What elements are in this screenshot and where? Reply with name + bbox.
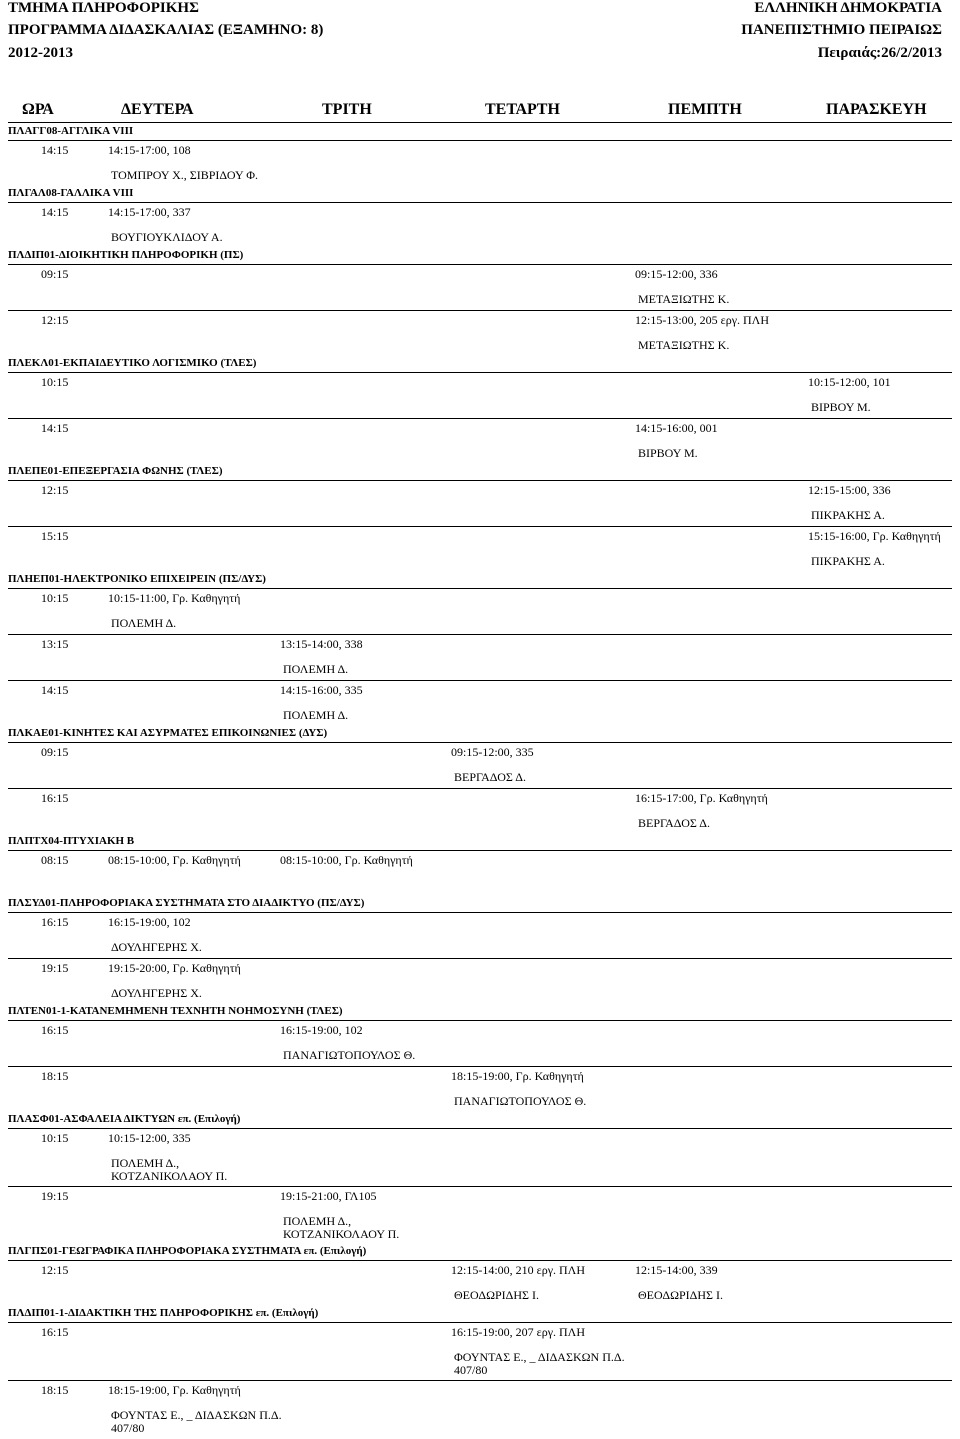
slot-time: 19:15 <box>41 1189 69 1203</box>
session-entry: 16:15-17:00, Γρ. Καθηγητή <box>635 791 768 805</box>
slot-time: 14:15 <box>41 143 69 157</box>
column-header-friday: ΠΑΡΑΣΚΕΥΗ <box>826 101 927 118</box>
course-block <box>8 573 952 727</box>
slot-divider <box>8 588 952 589</box>
course-title: ΠΛΕΠΕ01-ΕΠΕΞΕΡΓΑΣΙΑ ΦΩΝΗΣ (ΤΛΕΣ) <box>8 465 223 477</box>
session-entry: 13:15-14:00, 338 <box>280 637 363 651</box>
session-entry: 12:15-14:00, 339 <box>635 1263 718 1277</box>
course-block <box>8 1005 952 1113</box>
instructor-name: 407/80 <box>454 1363 488 1377</box>
slot-time: 15:15 <box>41 529 69 543</box>
session-entry: 15:15-16:00, Γρ. Καθηγητή <box>808 529 941 543</box>
column-header-tuesday: ΤΡΙΤΗ <box>322 101 372 118</box>
schedule-table <box>8 125 952 1439</box>
slot-time: 13:15 <box>41 637 69 651</box>
slot-time: 14:15 <box>41 421 69 435</box>
slot-divider <box>8 1066 952 1067</box>
instructor-name: ΒΟΥΓΙΟΥΚΛΙΔΟΥ Α. <box>111 230 223 244</box>
session-entry: 08:15-10:00, Γρ. Καθηγητή <box>108 853 241 867</box>
instructor-name: ΚΟΤΖΑΝΙΚΟΛΑΟΥ Π. <box>283 1227 400 1241</box>
slot-time: 18:15 <box>41 1383 69 1397</box>
instructor-name: ΠΑΝΑΓΙΩΤΟΠΟΥΛΟΣ Θ. <box>283 1048 416 1062</box>
slot-time: 10:15 <box>41 591 69 605</box>
country-name: ΕΛΛΗΝΙΚΗ ΔΗΜΟΚΡΑΤΙΑ <box>754 0 942 16</box>
instructor-name: ΒΙΡΒΟΥ Μ. <box>638 446 698 460</box>
instructor-name: ΠΙΚΡΑΚΗΣ Α. <box>811 508 885 522</box>
course-block <box>8 125 952 187</box>
session-entry: 10:15-12:00, 335 <box>108 1131 191 1145</box>
instructor-name: ΠΙΚΡΑΚΗΣ Α. <box>811 554 885 568</box>
course-title: ΠΛΤΕΝ01-1-ΚΑΤΑΝΕΜΗΜΕΝΗ ΤΕΧΝΗΤΗ ΝΟΗΜΟΣΥΝΗ (ΤΛΕΣ) <box>8 1005 343 1017</box>
academic-year: 2012-2013 <box>8 45 73 61</box>
slot-time: 12:15 <box>41 313 69 327</box>
slot-time: 16:15 <box>41 915 69 929</box>
header-divider <box>8 122 952 123</box>
slot-divider <box>8 264 952 265</box>
course-block <box>8 249 952 357</box>
instructor-name: ΠΟΛΕΜΗ Δ. <box>283 662 349 676</box>
session-entry: 14:15-17:00, 337 <box>108 205 191 219</box>
instructor-name: ΠΟΛΕΜΗ Δ. <box>111 616 177 630</box>
course-block <box>8 727 952 835</box>
column-header-wednesday: ΤΕΤΑΡΤΗ <box>485 101 560 118</box>
slot-divider <box>8 372 952 373</box>
course-block <box>8 187 952 249</box>
session-entry: 16:15-19:00, 207 εργ. ΠΛΗ <box>451 1325 586 1339</box>
session-entry: 18:15-19:00, Γρ. Καθηγητή <box>451 1069 584 1083</box>
slot-divider <box>8 958 952 959</box>
session-entry: 09:15-12:00, 336 <box>635 267 718 281</box>
session-entry: 10:15-12:00, 101 <box>808 375 891 389</box>
instructor-name: ΠΟΛΕΜΗ Δ., <box>111 1156 180 1170</box>
slot-time: 19:15 <box>41 961 69 975</box>
university-name: ΠΑΝΕΠΙΣΤΗΜΙΟ ΠΕΙΡΑΙΩΣ <box>741 22 942 38</box>
course-block <box>8 465 952 573</box>
course-title: ΠΛΑΣΦ01-ΑΣΦΑΛΕΙΑ ΔΙΚΤΥΩΝ επ. (Επιλογή) <box>8 1113 241 1125</box>
program-title: ΠΡΟΓΡΑΜΜΑ ΔΙΔΑΣΚΑΛΙΑΣ (ΕΞΑΜΗΝΟ: 8) <box>8 22 324 38</box>
session-entry: 18:15-19:00, Γρ. Καθηγητή <box>108 1383 241 1397</box>
column-header-time: ΩΡΑ <box>22 101 54 118</box>
instructor-name: ΠΑΝΑΓΙΩΤΟΠΟΥΛΟΣ Θ. <box>454 1094 587 1108</box>
slot-divider <box>8 480 952 481</box>
session-entry: 12:15-14:00, 210 εργ. ΠΛΗ <box>451 1263 586 1277</box>
instructor-name: ΔΟΥΛΗΓΕΡΗΣ Χ. <box>111 940 202 954</box>
slot-divider <box>8 1128 952 1129</box>
course-title: ΠΛΓΑΛ08-ΓΑΛΛΙΚΑ VIII <box>8 187 134 199</box>
session-entry: 08:15-10:00, Γρ. Καθηγητή <box>280 853 413 867</box>
instructor-name: ΘΕΟΔΩΡΙΔΗΣ Ι. <box>638 1288 724 1302</box>
instructor-name: ΔΟΥΛΗΓΕΡΗΣ Χ. <box>111 986 202 1000</box>
instructor-name: 407/80 <box>111 1421 145 1435</box>
slot-time: 14:15 <box>41 683 69 697</box>
slot-time: 16:15 <box>41 791 69 805</box>
instructor-name: ΦΟΥΝΤΑΣ Ε., _ ΔΙΔΑΣΚΩΝ Π.Δ. <box>454 1350 625 1364</box>
slot-divider <box>8 202 952 203</box>
slot-time: 18:15 <box>41 1069 69 1083</box>
session-entry: 09:15-12:00, 335 <box>451 745 534 759</box>
slot-divider <box>8 912 952 913</box>
instructor-name: ΠΟΛΕΜΗ Δ. <box>283 708 349 722</box>
slot-divider <box>8 526 952 527</box>
session-entry: 10:15-11:00, Γρ. Καθηγητή <box>108 591 241 605</box>
course-block <box>8 357 952 465</box>
course-block <box>8 1113 952 1245</box>
instructor-name: ΤΟΜΠΡΟΥ Χ., ΣΙΒΡΙΔΟΥ Φ. <box>111 168 258 182</box>
instructor-name: ΜΕΤΑΞΙΩΤΗΣ Κ. <box>638 338 730 352</box>
slot-time: 12:15 <box>41 483 69 497</box>
course-block <box>8 1245 952 1307</box>
course-title: ΠΛΗΕΠ01-ΗΛΕΚΤΡΟΝΙΚΟ ΕΠΙΧΕΙΡΕΙΝ (ΠΣ/ΔΥΣ) <box>8 573 266 585</box>
slot-divider <box>8 1020 952 1021</box>
course-title: ΠΛΚΑΕ01-ΚΙΝΗΤΕΣ ΚΑΙ ΑΣΥΡΜΑΤΕΣ ΕΠΙΚΟΙΝΩΝΙΕΣ (ΔΥΣ) <box>8 727 328 739</box>
course-title: ΠΛΔΙΠ01-1-ΔΙΔΑΚΤΙΚΗ ΤΗΣ ΠΛΗΡΟΦΟΡΙΚΗΣ επ. (Επιλογή) <box>8 1307 319 1319</box>
department-name: ΤΜΗΜΑ ΠΛΗΡΟΦΟΡΙΚΗΣ <box>8 0 199 16</box>
slot-time: 10:15 <box>41 1131 69 1145</box>
slot-divider <box>8 634 952 635</box>
instructor-name: ΠΟΛΕΜΗ Δ., <box>283 1214 352 1228</box>
session-entry: 14:15-16:00, 335 <box>280 683 363 697</box>
course-block <box>8 1307 952 1439</box>
slot-time: 14:15 <box>41 205 69 219</box>
instructor-name: ΒΕΡΓΑΔΟΣ Δ. <box>454 770 526 784</box>
slot-divider <box>8 310 952 311</box>
instructor-name: ΒΙΡΒΟΥ Μ. <box>811 400 871 414</box>
course-title: ΠΛΓΠΣ01-ΓΕΩΓΡΑΦΙΚΑ ΠΛΗΡΟΦΟΡΙΑΚΑ ΣΥΣΤΗΜΑΤΑ επ. (Επιλογή) <box>8 1245 367 1257</box>
instructor-name: ΘΕΟΔΩΡΙΔΗΣ Ι. <box>454 1288 540 1302</box>
course-title: ΠΛΣΥΔ01-ΠΛΗΡΟΦΟΡΙΑΚΑ ΣΥΣΤΗΜΑΤΑ ΣΤΟ ΔΙΑΔΙΚΤΥΟ (ΠΣ/ΔΥΣ) <box>8 897 365 909</box>
slot-divider <box>8 1186 952 1187</box>
slot-divider <box>8 680 952 681</box>
instructor-name: ΜΕΤΑΞΙΩΤΗΣ Κ. <box>638 292 730 306</box>
session-entry: 14:15-17:00, 108 <box>108 143 191 157</box>
slot-divider <box>8 1322 952 1323</box>
slot-time: 09:15 <box>41 267 69 281</box>
slot-time: 16:15 <box>41 1325 69 1339</box>
course-title: ΠΛΕΚΛ01-ΕΚΠΑΙΔΕΥΤΙΚΟ ΛΟΓΙΣΜΙΚΟ (ΤΛΕΣ) <box>8 357 257 369</box>
slot-time: 16:15 <box>41 1023 69 1037</box>
slot-divider <box>8 140 952 141</box>
slot-divider <box>8 788 952 789</box>
session-entry: 16:15-19:00, 102 <box>280 1023 363 1037</box>
slot-divider <box>8 418 952 419</box>
session-entry: 12:15-15:00, 336 <box>808 483 891 497</box>
slot-divider <box>8 742 952 743</box>
course-block <box>8 897 952 1005</box>
instructor-name: ΦΟΥΝΤΑΣ Ε., _ ΔΙΔΑΣΚΩΝ Π.Δ. <box>111 1408 282 1422</box>
slot-divider <box>8 1380 952 1381</box>
issue-date: Πειραιάς:26/2/2013 <box>817 45 942 61</box>
slot-time: 08:15 <box>41 853 69 867</box>
session-entry: 19:15-21:00, ΓΛ105 <box>280 1189 377 1203</box>
slot-divider <box>8 1260 952 1261</box>
course-block <box>8 835 952 897</box>
column-header-thursday: ΠΕΜΠΤΗ <box>668 101 742 118</box>
slot-divider <box>8 850 952 851</box>
instructor-name: ΒΕΡΓΑΔΟΣ Δ. <box>638 816 710 830</box>
slot-time: 10:15 <box>41 375 69 389</box>
course-title: ΠΛΑΓΓ08-ΑΓΓΛΙΚΑ VIII <box>8 125 134 137</box>
slot-time: 12:15 <box>41 1263 69 1277</box>
column-header-monday: ΔΕΥΤΕΡΑ <box>121 101 194 118</box>
session-entry: 12:15-13:00, 205 εργ. ΠΛΗ <box>635 313 770 327</box>
instructor-name: ΚΟΤΖΑΝΙΚΟΛΑΟΥ Π. <box>111 1169 228 1183</box>
course-title: ΠΛΔΙΠ01-ΔΙΟΙΚΗΤΙΚΗ ΠΛΗΡΟΦΟΡΙΚΗ (ΠΣ) <box>8 249 244 261</box>
session-entry: 19:15-20:00, Γρ. Καθηγητή <box>108 961 241 975</box>
session-entry: 14:15-16:00, 001 <box>635 421 718 435</box>
slot-time: 09:15 <box>41 745 69 759</box>
session-entry: 16:15-19:00, 102 <box>108 915 191 929</box>
course-title: ΠΛΠΤΧ04-ΠΤΥΧΙΑΚΗ Β <box>8 835 135 847</box>
